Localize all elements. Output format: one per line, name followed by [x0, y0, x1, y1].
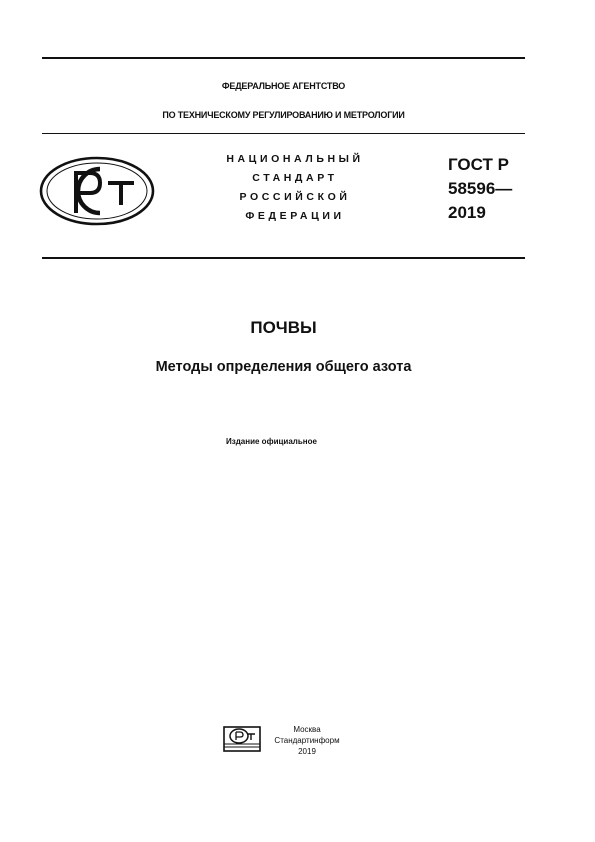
- header-bottom-rule: [42, 257, 525, 259]
- imprint-publisher: Стандартинформ: [274, 736, 340, 745]
- top-rule: [42, 57, 525, 59]
- standard-type-line2: СТАНДАРТ: [252, 172, 338, 184]
- imprint-year: 2019: [298, 747, 316, 756]
- rst-certification-mark-icon: [38, 155, 156, 227]
- imprint-city: Москва: [293, 725, 321, 734]
- gost-designation-line1: ГОСТ Р: [448, 155, 509, 174]
- document-subtitle: Методы определения общего азота: [155, 359, 412, 375]
- agency-name-line1: ФЕДЕРАЛЬНОЕ АГЕНТСТВО: [221, 81, 346, 91]
- header-divider: [42, 133, 525, 134]
- standartinform-logo-icon: [223, 726, 261, 752]
- gost-designation-line2: 58596—: [448, 179, 513, 198]
- standard-type-line4: ФЕДЕРАЦИИ: [245, 210, 345, 222]
- standard-type-line3: РОССИЙСКОЙ: [239, 191, 351, 203]
- standard-type-line1: НАЦИОНАЛЬНЫЙ: [226, 153, 364, 165]
- document-title: ПОЧВЫ: [250, 318, 317, 337]
- gost-designation-line3: 2019: [448, 203, 486, 222]
- agency-name-line2: ПО ТЕХНИЧЕСКОМУ РЕГУЛИРОВАНИЮ И МЕТРОЛОГИИ: [162, 110, 405, 120]
- edition-note: Издание официальное: [226, 437, 317, 446]
